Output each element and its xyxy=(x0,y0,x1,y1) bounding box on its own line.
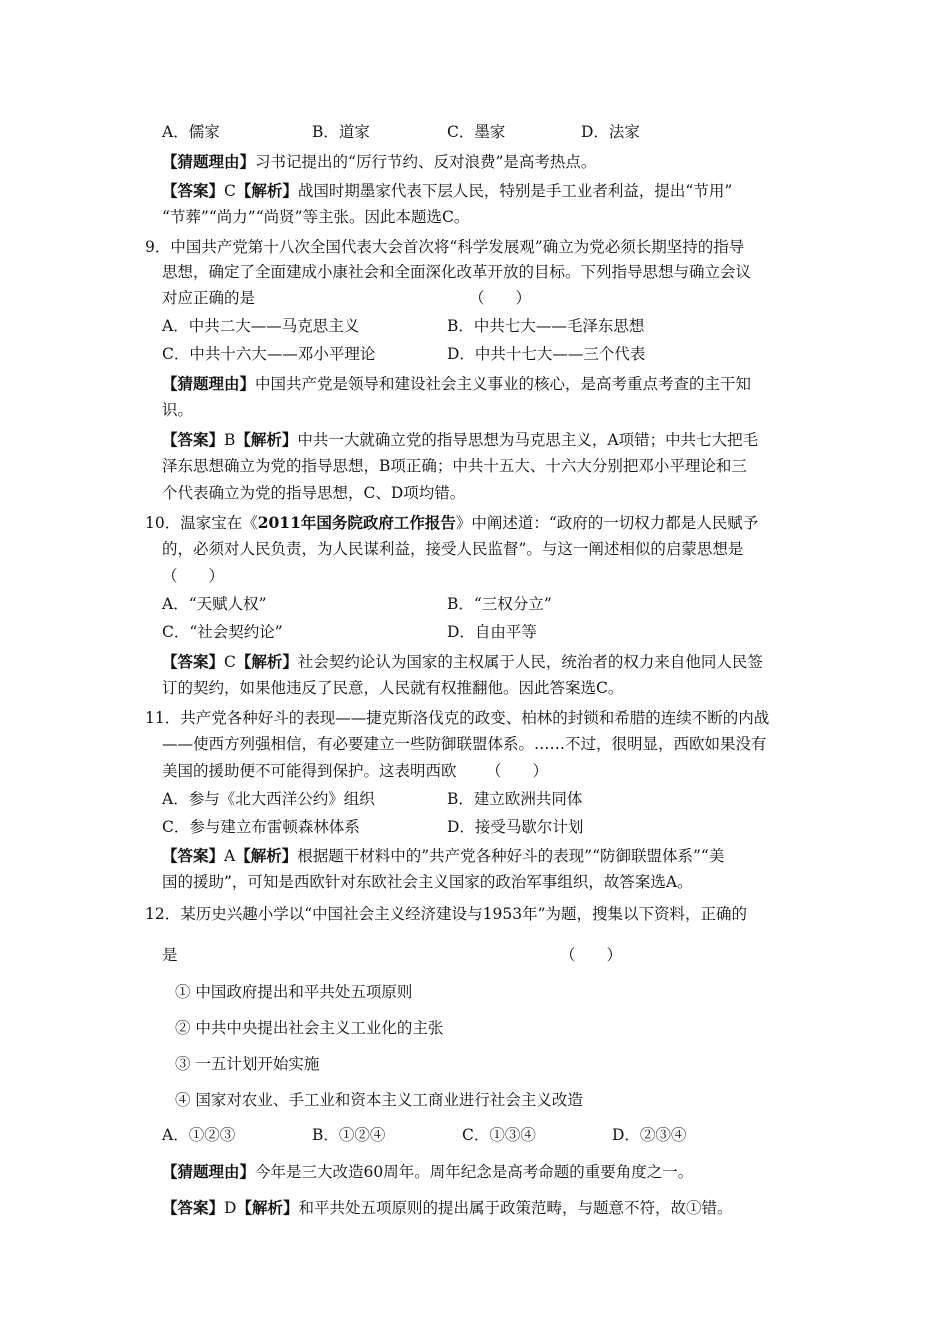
analysis-label: 【解析】 xyxy=(235,181,298,200)
q8-option-b: B．道家 xyxy=(312,123,370,141)
reason-text: 习书记提出的“厉行节约、反对浪费”是高考热点。 xyxy=(255,153,597,171)
q10-option-c: C．“社会契约论” xyxy=(162,623,283,641)
q8-analysis-line: “节葬”“尚力”“尚贤”等主张。因此本题选C。 xyxy=(162,208,470,226)
q10-analysis-line: 订的契约，如果他违反了民意，人民就有权推翻他。因此答案选C。 xyxy=(162,679,624,697)
analysis-label: 【解析】 xyxy=(235,652,298,671)
analysis-text: 和平共处五项原则的提出属于政策范畴，与题意不符，故①错。 xyxy=(298,1199,733,1217)
q9-analysis-line: 个代表确立为党的指导思想，C、D项均错。 xyxy=(162,484,466,502)
q12-stem-line: 是 xyxy=(162,946,178,964)
reason-text: 中国共产党是领导和建设社会主义事业的核心，是高考重点考查的主干知 xyxy=(255,375,752,393)
q10-stem-suffix: 》中阐述道：“政府的一切权力都是人民赋予 xyxy=(455,514,759,532)
answer-key: B xyxy=(224,431,236,449)
analysis-label: 【解析】 xyxy=(235,430,298,449)
q10-option-a: A．“天赋人权” xyxy=(162,595,267,613)
q12-stem-line: 12．某历史兴趣小学以“中国社会主义经济建设与1953年”为题，搜集以下资料，正确的 xyxy=(145,905,748,923)
q10-option-d: D．自由平等 xyxy=(447,623,537,641)
q8-option-a: A．儒家 xyxy=(162,123,220,141)
q11-option-b: B．建立欧洲共同体 xyxy=(447,790,583,808)
answer-key: C xyxy=(224,182,236,200)
answer-label: 【答案】 xyxy=(162,430,225,449)
q12-option-b: B．①②④ xyxy=(312,1126,386,1144)
q10-stem-prefix: 10．温家宝在《 xyxy=(145,514,258,532)
q11-answer-bracket: （ ） xyxy=(486,762,549,780)
answer-key: D xyxy=(224,1199,237,1217)
q9-option-d: D．中共十七大——三个代表 xyxy=(447,345,646,363)
q12-item: ③ 一五计划开始实施 xyxy=(175,1055,320,1073)
q10-option-b: B．“三权分立” xyxy=(447,595,552,613)
q8-option-c: C．墨家 xyxy=(447,123,506,141)
q11-stem-line: 美国的援助便不可能得到保护。这表明西欧 xyxy=(162,762,457,780)
q12-answer xyxy=(162,1198,732,1218)
q10-stem-line xyxy=(145,513,758,533)
reason-label: 【猜题理由】 xyxy=(162,1162,256,1181)
q12-item: ④ 国家对农业、手工业和资本主义工商业进行社会主义改造 xyxy=(175,1091,583,1109)
q11-option-a: A．参与《北大西洋公约》组织 xyxy=(162,790,375,808)
q9-option-c: C．中共十六大——邓小平理论 xyxy=(162,345,376,363)
answer-label: 【答案】 xyxy=(162,1198,225,1217)
q11-option-d: D．接受马歇尔计划 xyxy=(447,818,584,836)
q11-option-c: C．参与建立布雷顿森林体系 xyxy=(162,818,360,836)
q12-option-d: D．②③④ xyxy=(612,1126,687,1144)
analysis-text: 根据题干材料中的”共产党各种好斗的表现”“防御联盟体系”“美 xyxy=(297,847,725,865)
reason-label: 【猜题理由】 xyxy=(162,374,256,393)
q8-reason xyxy=(162,152,596,172)
analysis-label: 【解析】 xyxy=(235,846,298,865)
q12-item: ② 中共中央提出社会主义工业化的主张 xyxy=(175,1019,444,1037)
q9-answer xyxy=(162,430,758,450)
q11-answer xyxy=(162,846,724,866)
q9-option-a: A．中共二大——马克思主义 xyxy=(162,317,360,335)
q10-stem-line: 的，必须对人民负责，为人民谋利益，接受人民监督”。与这一阐述相似的启蒙思想是 xyxy=(162,540,744,558)
q10-answer xyxy=(162,652,763,672)
q9-stem-line: 9．中国共产党第十八次全国代表大会首次将“科学发展观”确立为党必须长期坚持的指导 xyxy=(145,238,745,256)
q9-analysis-line: 泽东思想确立为党的指导思想，B项正确；中共十五大、十六大分别把邓小平理论和三 xyxy=(162,457,747,475)
q11-stem-line: 11．共产党各种好斗的表现——捷克斯洛伐克的政变、柏林的封锁和希腊的连续不断的内战 xyxy=(145,709,770,727)
q9-reason-line: 识。 xyxy=(162,401,194,419)
q9-stem-line: 思想，确定了全面建成小康社会和全面深化改革开放的目标。下列指导思想与确立会议 xyxy=(162,263,752,281)
answer-label: 【答案】 xyxy=(162,652,225,671)
q9-option-b: B．中共七大——毛泽东思想 xyxy=(447,317,645,335)
analysis-label: 【解析】 xyxy=(236,1198,299,1217)
q11-stem-line: ——使西方列强相信，有必要建立一些防御联盟体系。……不过，很明显，西欧如果没有 xyxy=(162,735,767,753)
analysis-text: 中共一大就确立党的指导思想为马克思主义，A项错；中共七大把毛 xyxy=(297,431,759,449)
answer-label: 【答案】 xyxy=(162,846,225,865)
q9-stem-line: 对应正确的是 xyxy=(162,289,256,307)
q9-reason xyxy=(162,374,751,394)
answer-label: 【答案】 xyxy=(162,181,225,200)
q9-answer-bracket: （ ） xyxy=(469,289,532,307)
analysis-text: 战国时期墨家代表下层人民，特别是手工业者利益，提出“节用” xyxy=(297,182,733,200)
answer-key: A xyxy=(224,847,236,865)
q12-reason xyxy=(162,1162,693,1182)
answer-key: C xyxy=(224,653,236,671)
q12-item: ① 中国政府提出和平共处五项原则 xyxy=(175,983,413,1001)
q8-option-d: D．法家 xyxy=(581,123,640,141)
q12-option-c: C．①③④ xyxy=(462,1126,536,1144)
q10-report-title: 2011年国务院政府工作报告 xyxy=(257,513,456,532)
analysis-text: 社会契约论认为国家的主权属于人民，统治者的权力来自他同人民签 xyxy=(297,653,763,671)
q11-analysis-line: 国的援助”，可知是西欧针对东欧社会主义国家的政治军事组织，故答案选A。 xyxy=(162,873,693,891)
q12-option-a: A．①②③ xyxy=(162,1126,236,1144)
reason-label: 【猜题理由】 xyxy=(162,152,256,171)
q8-answer xyxy=(162,181,732,201)
q10-answer-bracket: （ ） xyxy=(162,567,225,585)
reason-text: 今年是三大改造60周年。周年纪念是高考命题的重要角度之一。 xyxy=(255,1163,694,1181)
q12-answer-bracket: （ ） xyxy=(560,946,623,964)
